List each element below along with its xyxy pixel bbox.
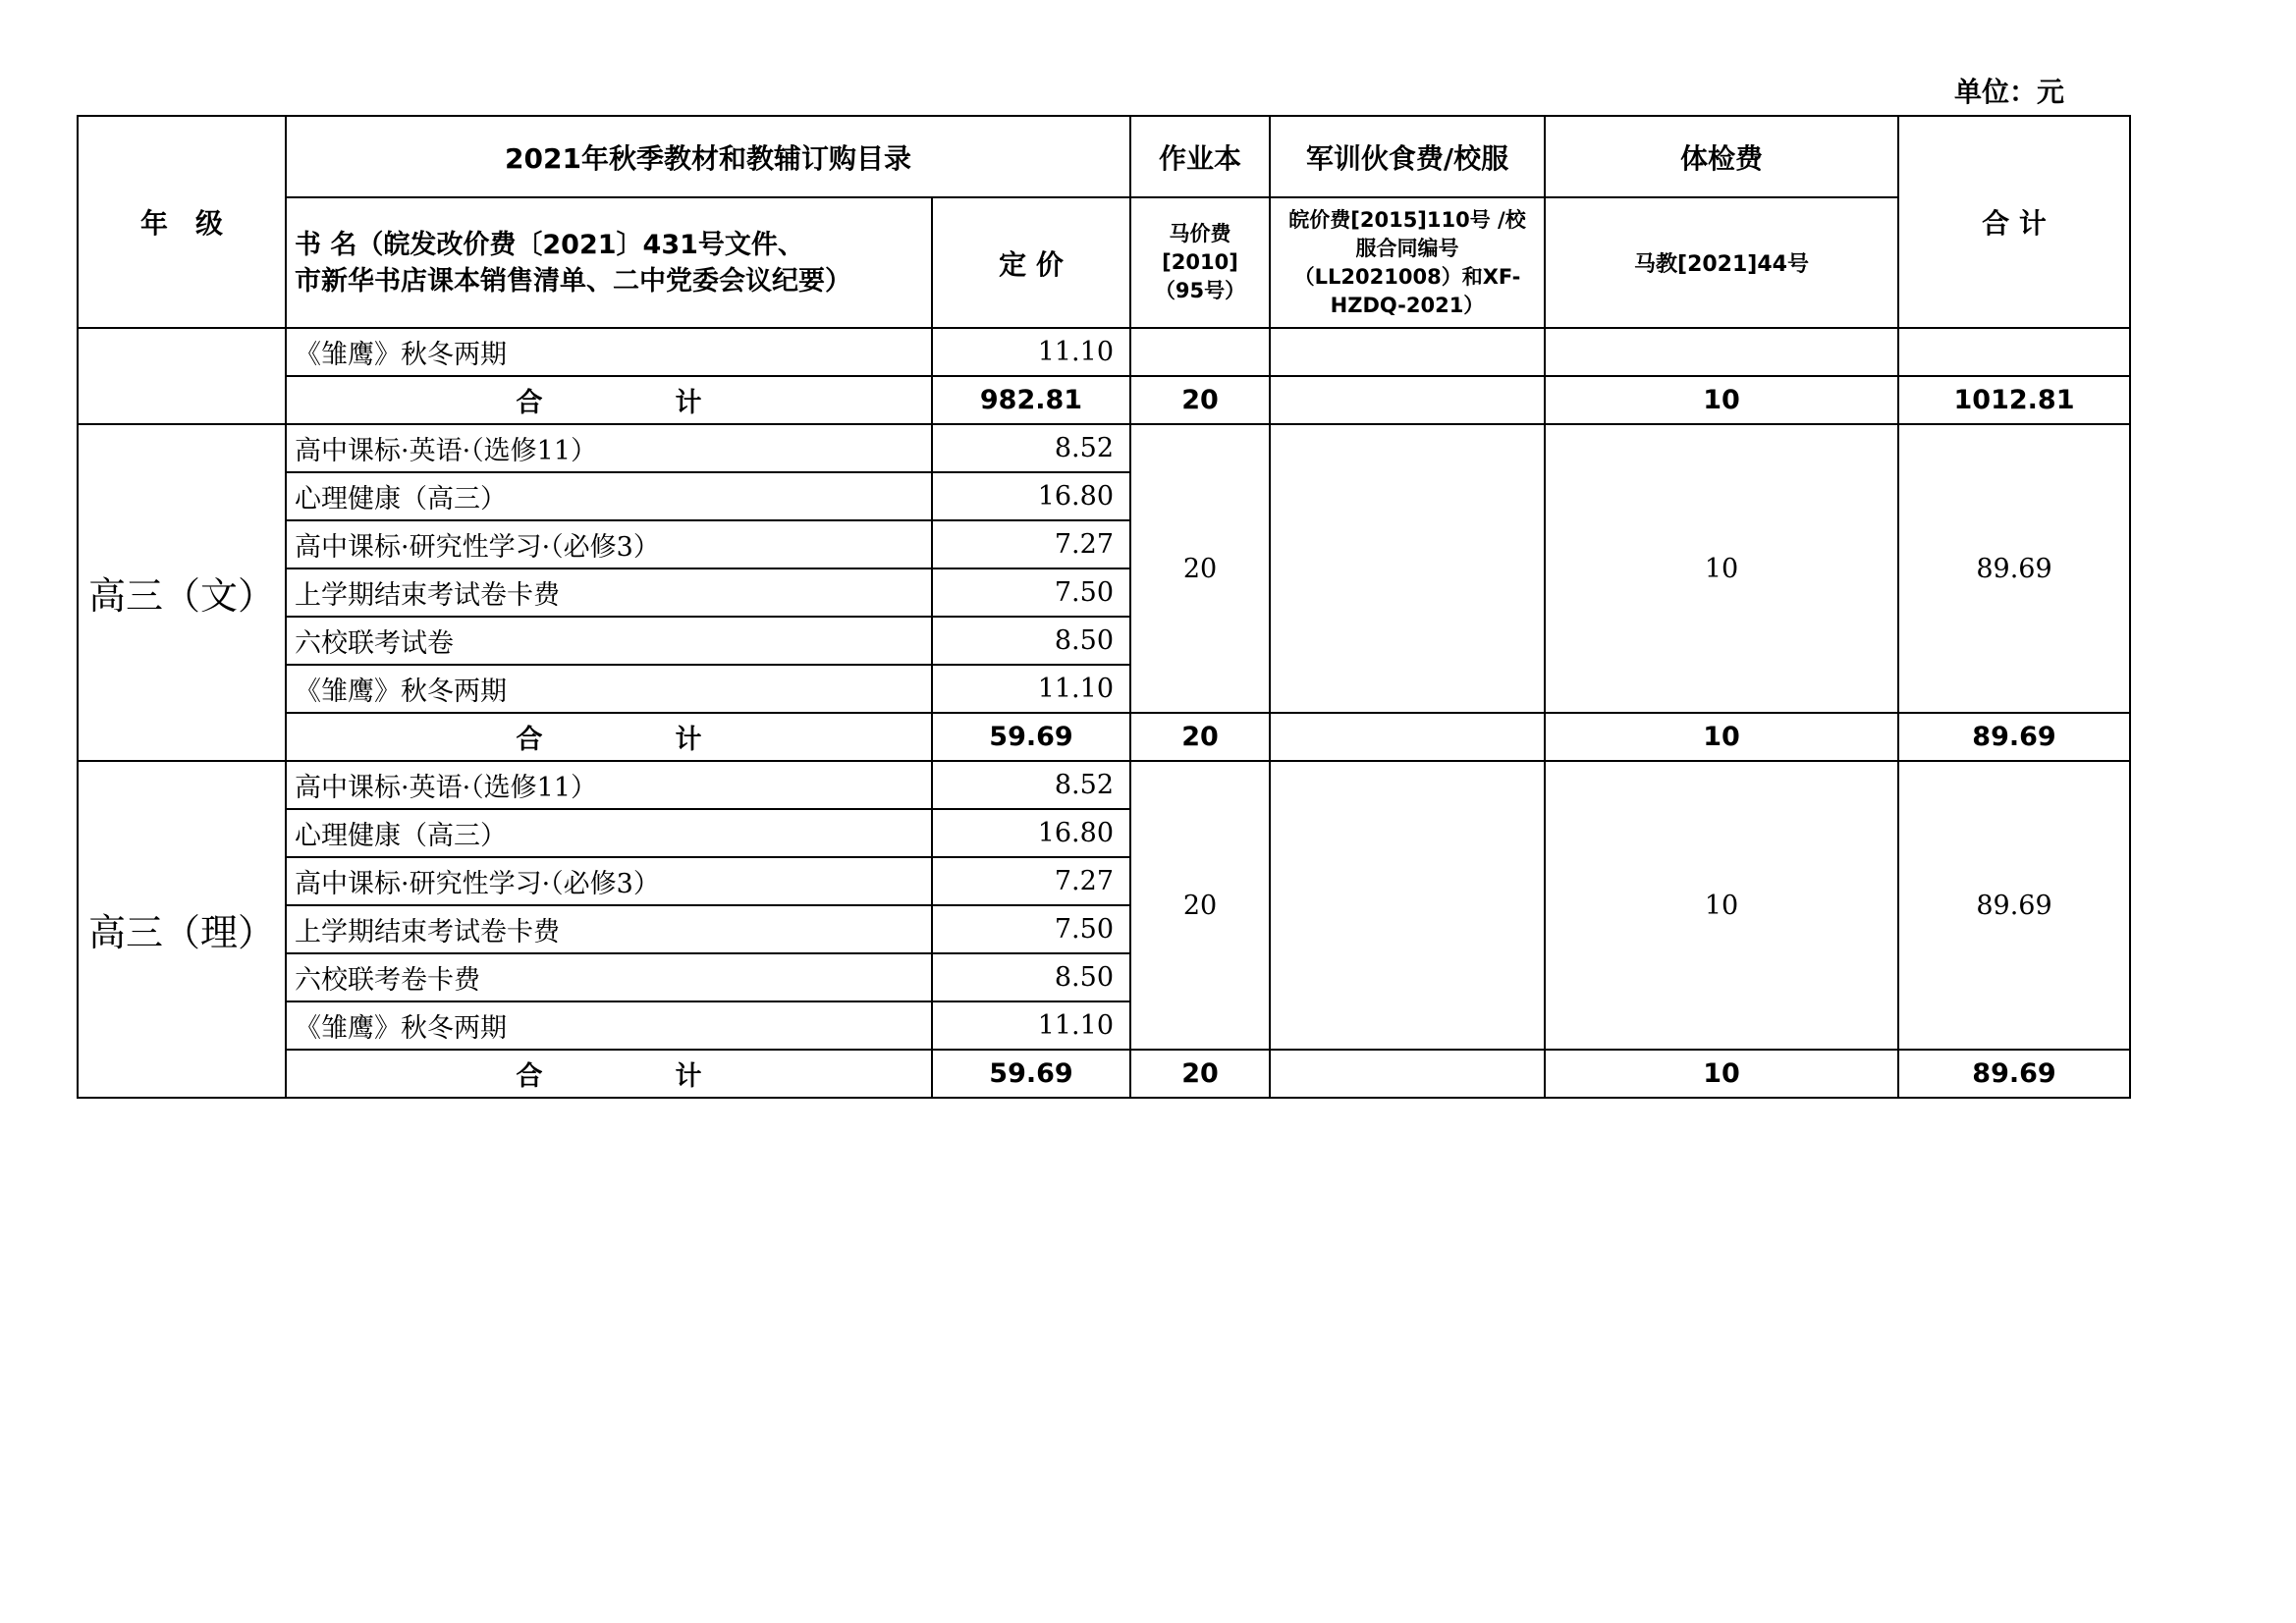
- book-price: 7.50: [932, 905, 1130, 953]
- total-price: 982.81: [932, 376, 1130, 424]
- grade-label: 高三（文）: [78, 424, 286, 761]
- workbook-fee: 20: [1130, 761, 1270, 1050]
- book-name: 高中课标·研究性学习·（必修3）: [286, 520, 932, 568]
- book-name: 高中课标·研究性学习·（必修3）: [286, 857, 932, 905]
- total-checkup: 10: [1545, 1050, 1898, 1098]
- workbook-header: 作业本: [1130, 116, 1270, 197]
- total-military: [1270, 1050, 1545, 1098]
- prev-grade-cell: [78, 328, 286, 424]
- total-checkup: 10: [1545, 713, 1898, 761]
- book-name: 上学期结束考试卷卡费: [286, 568, 932, 617]
- book-price: 7.27: [932, 520, 1130, 568]
- book-price: 7.50: [932, 568, 1130, 617]
- empty-cell: [1130, 328, 1270, 376]
- table-row: [78, 328, 2130, 376]
- unit-label: 单位：元: [1954, 76, 2065, 108]
- book-name-header: [286, 197, 932, 328]
- book-name: 上学期结束考试卷卡费: [286, 905, 932, 953]
- book-name: 高中课标·英语·（选修11）: [286, 424, 932, 472]
- table-row: [78, 761, 2130, 809]
- total-label: 合 计: [286, 376, 932, 424]
- total-price: 59.69: [932, 1050, 1130, 1098]
- book-price: 11.10: [932, 665, 1130, 713]
- catalog-title: 2021年秋季教材和教辅订购目录: [286, 116, 1130, 197]
- book-price: 8.52: [932, 761, 1130, 809]
- section-sum: 89.69: [1898, 761, 2130, 1050]
- grade-label: 高三（理）: [78, 761, 286, 1098]
- total-label: 合 计: [286, 713, 932, 761]
- total-header: 合 计: [1898, 116, 2130, 328]
- book-price: 8.50: [932, 617, 1130, 665]
- grade-header: 年 级: [78, 116, 286, 328]
- military-fee: [1270, 761, 1545, 1050]
- book-price: 7.27: [932, 857, 1130, 905]
- total-checkup: 10: [1545, 376, 1898, 424]
- section-sum: 89.69: [1898, 424, 2130, 713]
- workbook-basis: 马价费[2010]（95号）: [1130, 197, 1270, 328]
- military-header: 军训伙食费/校服: [1270, 116, 1545, 197]
- total-row: [78, 1050, 2130, 1098]
- book-name: 心理健康（高三）: [286, 472, 932, 520]
- book-name: 高中课标·英语·（选修11）: [286, 761, 932, 809]
- table-row: [78, 424, 2130, 472]
- total-workbook: 20: [1130, 713, 1270, 761]
- book-price: 16.80: [932, 472, 1130, 520]
- book-price: 11.10: [932, 328, 1130, 376]
- total-sum: 89.69: [1898, 713, 2130, 761]
- total-row: [78, 376, 2130, 424]
- total-sum: 1012.81: [1898, 376, 2130, 424]
- total-military: [1270, 713, 1545, 761]
- checkup-basis: 马教[2021]44号: [1545, 197, 1898, 328]
- book-price: 8.50: [932, 953, 1130, 1001]
- book-name: 心理健康（高三）: [286, 809, 932, 857]
- empty-cell: [1898, 328, 2130, 376]
- book-price: 11.10: [932, 1001, 1130, 1050]
- header-subrow: [78, 197, 2130, 328]
- total-military: [1270, 376, 1545, 424]
- military-basis: 皖价费[2015]110号 /校服合同编号（LL2021008）和XF-HZDQ-2021）: [1270, 197, 1545, 328]
- checkup-fee: 10: [1545, 761, 1898, 1050]
- checkup-fee: 10: [1545, 424, 1898, 713]
- total-row: [78, 713, 2130, 761]
- total-price: 59.69: [932, 713, 1130, 761]
- total-sum: 89.69: [1898, 1050, 2130, 1098]
- price-header: 定 价: [932, 197, 1130, 328]
- book-name-header-line2: 市新华书店课本销售清单、二中党委会议纪要）: [295, 265, 851, 297]
- book-name: 六校联考试卷: [286, 617, 932, 665]
- total-workbook: 20: [1130, 1050, 1270, 1098]
- header-row: [78, 116, 2130, 197]
- book-price: 16.80: [932, 809, 1130, 857]
- book-name: 《雏鹰》秋冬两期: [286, 328, 932, 376]
- military-fee: [1270, 424, 1545, 713]
- book-name-header-line1: 书 名（皖发改价费〔2021〕431号文件、: [295, 229, 804, 260]
- book-name: 《雏鹰》秋冬两期: [286, 665, 932, 713]
- book-name: 《雏鹰》秋冬两期: [286, 1001, 932, 1050]
- book-name: 六校联考卷卡费: [286, 953, 932, 1001]
- empty-cell: [1270, 328, 1545, 376]
- checkup-header: 体检费: [1545, 116, 1898, 197]
- total-label: 合 计: [286, 1050, 932, 1098]
- book-price: 8.52: [932, 424, 1130, 472]
- empty-cell: [1545, 328, 1898, 376]
- total-workbook: 20: [1130, 376, 1270, 424]
- workbook-fee: 20: [1130, 424, 1270, 713]
- fee-table: [77, 115, 2131, 1099]
